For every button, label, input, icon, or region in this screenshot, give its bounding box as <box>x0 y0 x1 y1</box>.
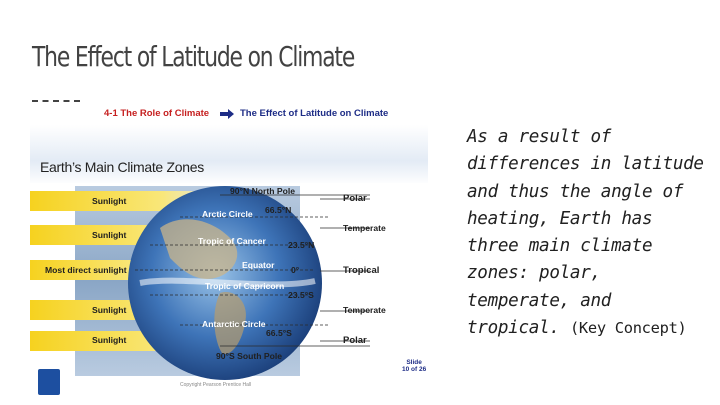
slide-number-label: Slide <box>406 359 422 366</box>
arrow-right-icon <box>220 109 234 119</box>
figure-banner <box>30 125 428 185</box>
body-text-note: (Key Concept) <box>569 319 687 338</box>
body-text <box>467 124 707 342</box>
label-equator-degrees: 0° <box>291 265 300 275</box>
figure-header-topic: The Effect of Latitude on Climate <box>240 108 389 119</box>
label-north-pole: 90°N North Pole <box>230 186 296 196</box>
figure-copyright: Copyright Pearson Prentice Hall <box>180 382 252 388</box>
sunlight-label-5: Sunlight <box>92 335 127 345</box>
sunlight-label-1: Sunlight <box>92 196 127 206</box>
slide-number-value: 10 of 26 <box>402 366 427 373</box>
label-south-pole: 90°S South Pole <box>216 351 282 361</box>
zone-label-temperate-south: Temperate <box>343 305 386 315</box>
climate-zones-figure <box>30 103 428 403</box>
sunlight-label-4: Sunlight <box>92 305 127 315</box>
sunlight-label-direct: Most direct sunlight <box>45 265 127 275</box>
label-arctic-degrees: 66.5°N <box>265 205 292 215</box>
label-antarctic-circle: Antarctic Circle <box>202 319 266 329</box>
climate-diagram <box>30 183 428 383</box>
zone-label-polar-south: Polar <box>343 335 367 346</box>
slide-title: The Effect of Latitude on Climate <box>32 40 355 73</box>
figure-header-section: 4-1 The Role of Climate <box>104 108 210 119</box>
label-capricorn-degrees: 23.5°S <box>288 290 314 300</box>
body-text-main: As a result of differences in latitude and thus the angle of heating, Earth has three main climate zones: polar, temperate, and tropical. <box>467 127 704 339</box>
figure-subtitle: Earth’s Main Climate Zones <box>40 159 204 175</box>
title-underline <box>32 100 80 102</box>
figure-slide-number <box>402 359 426 373</box>
zone-label-polar-north: Polar <box>343 193 367 204</box>
label-equator: Equator <box>242 260 275 270</box>
label-antarctic-degrees: 66.5°S <box>266 328 292 338</box>
zone-label-temperate-north: Temperate <box>343 223 386 233</box>
label-tropic-of-cancer: Tropic of Cancer <box>198 236 266 246</box>
label-cancer-degrees: 23.5°N <box>288 240 315 250</box>
label-arctic-circle: Arctic Circle <box>202 209 253 219</box>
figure-header <box>30 103 428 125</box>
zone-label-tropical: Tropical <box>343 265 380 276</box>
label-tropic-of-capricorn: Tropic of Capricorn <box>205 281 285 291</box>
publisher-logo <box>38 369 60 395</box>
sunlight-label-2: Sunlight <box>92 230 127 240</box>
